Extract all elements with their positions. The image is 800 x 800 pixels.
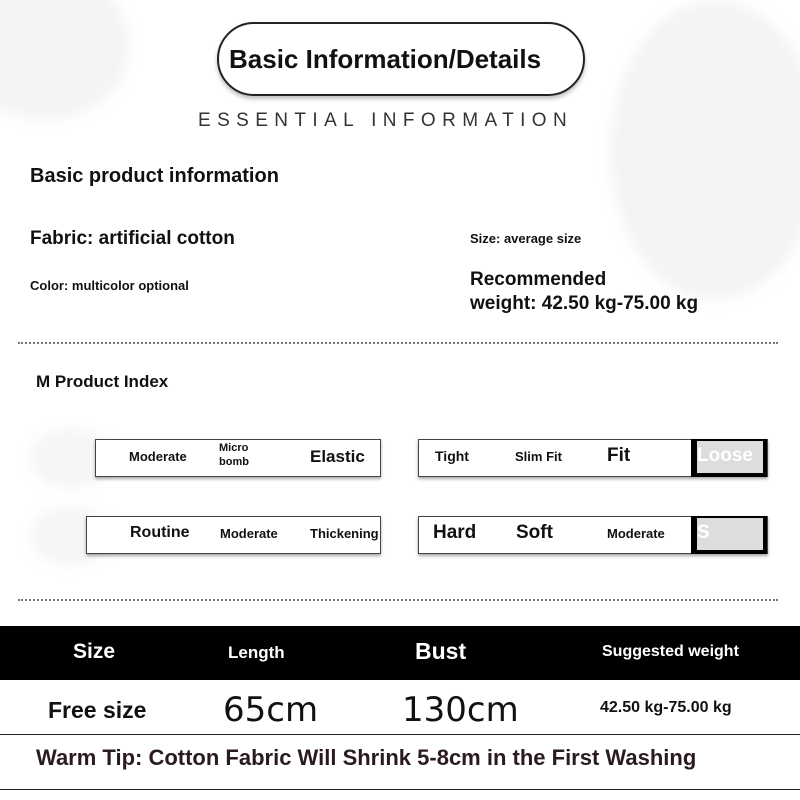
index-option: Hard <box>433 522 477 543</box>
table-cell: 130cm <box>402 690 519 730</box>
index-option: bomb <box>219 456 249 468</box>
index-option-selected: Elastic <box>310 447 365 466</box>
basic-info-heading: Basic product information <box>30 165 279 187</box>
bottom-divider <box>0 789 800 790</box>
index-option: Moderate <box>220 526 278 541</box>
page-subtitle: ESSENTIAL INFORMATION <box>198 110 574 131</box>
index-option: S <box>697 518 763 550</box>
recommended-weight-line2: weight: 42.50 kg-75.00 kg <box>470 293 699 314</box>
background-blob <box>0 0 130 120</box>
index-option: Slim Fit <box>515 449 562 464</box>
elasticity-index-bar <box>95 439 381 477</box>
size-text: Size: average size <box>470 231 582 246</box>
table-header-cell: Bust <box>415 638 467 664</box>
section-divider <box>18 599 778 601</box>
section-divider <box>18 342 778 344</box>
fabric-text: Fabric: artificial cotton <box>30 228 235 249</box>
index-option-selected: Routine <box>130 524 190 541</box>
softness-index-bar <box>418 516 768 554</box>
product-index-heading: M Product Index <box>36 372 169 391</box>
background-blob <box>610 0 800 300</box>
table-cell: Free size <box>48 697 147 723</box>
index-end-marker <box>691 439 767 477</box>
table-header-cell: Suggested weight <box>602 643 739 660</box>
table-header-cell: Length <box>228 643 285 662</box>
size-table-header <box>0 626 800 680</box>
table-header-cell: Size <box>73 640 116 663</box>
index-option: Moderate <box>129 449 187 464</box>
index-option: Thickening <box>310 526 379 541</box>
warm-tip: Warm Tip: Cotton Fabric Will Shrink 5-8cm in the First Washing <box>36 745 697 770</box>
index-option: Micro <box>219 442 249 454</box>
index-option-selected: Fit <box>607 445 631 466</box>
index-option: Tight <box>435 448 469 464</box>
recommended-weight-line1: Recommended <box>470 269 607 290</box>
fit-index-bar <box>418 439 768 477</box>
color-text: Color: multicolor optional <box>30 278 189 293</box>
index-option: Loose <box>697 441 763 473</box>
index-end-marker <box>691 516 767 554</box>
table-divider <box>0 734 800 735</box>
index-option: Moderate <box>607 526 665 541</box>
index-option-selected: Soft <box>516 522 553 543</box>
table-cell: 65cm <box>223 690 319 730</box>
table-cell: 42.50 kg-75.00 kg <box>600 699 732 716</box>
thickness-index-bar <box>86 516 381 554</box>
page-title: Basic Information/Details <box>217 22 585 96</box>
